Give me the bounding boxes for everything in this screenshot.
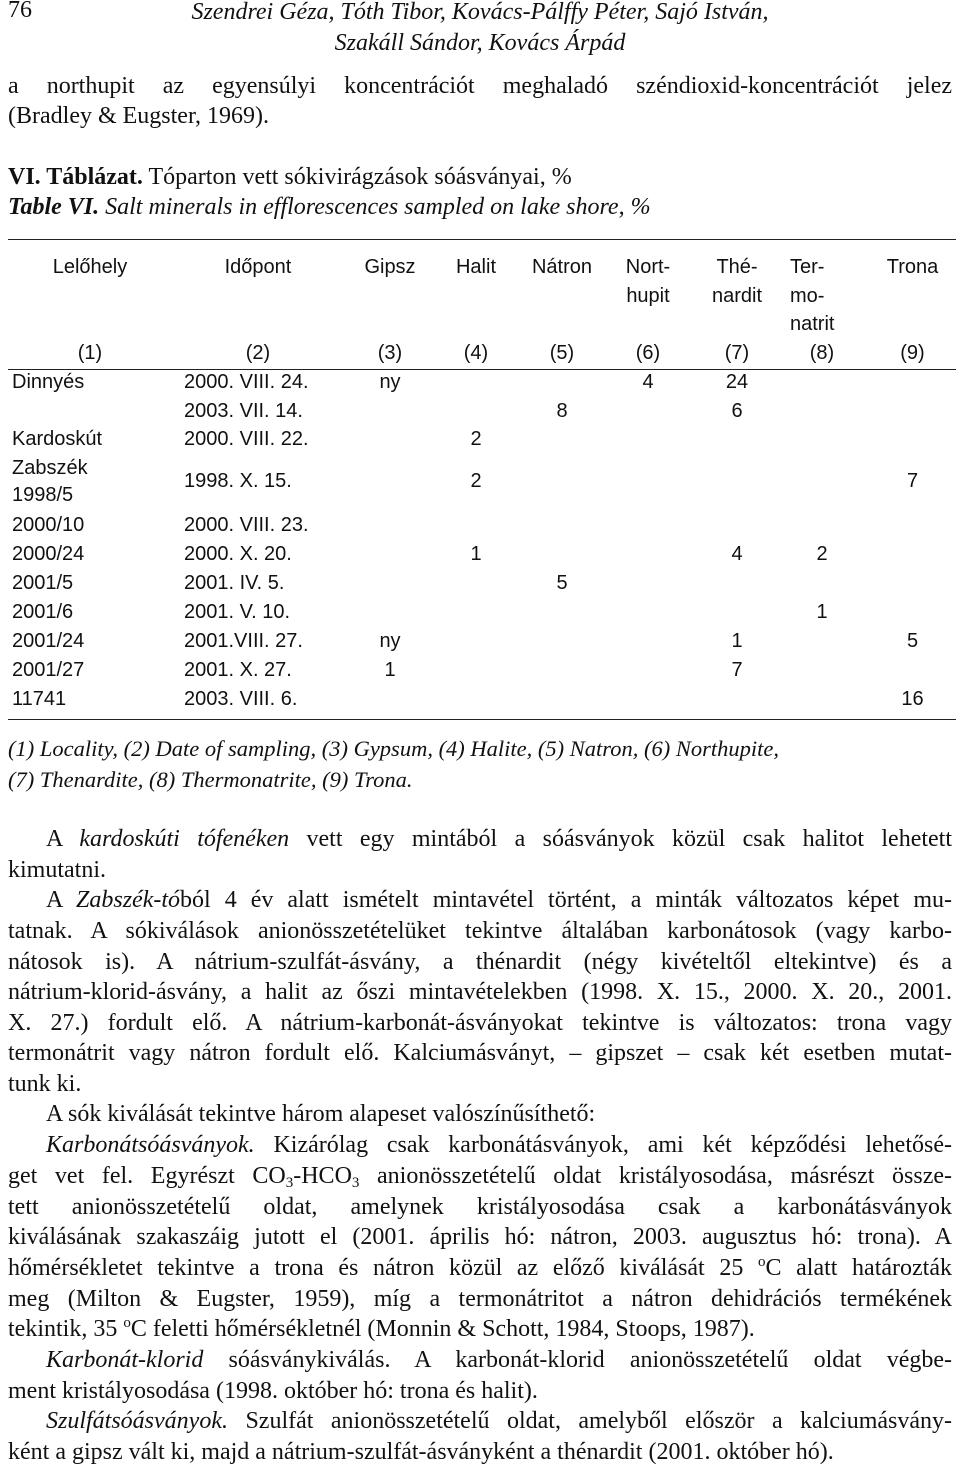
table-cell-date: 2000. VIII. 22. bbox=[184, 428, 309, 450]
colnum-5: (5) bbox=[549, 342, 575, 364]
table-header-rule bbox=[8, 369, 956, 370]
italic-run: Szulfátsóásványok. bbox=[46, 1408, 228, 1434]
header-thenardit-2: nardit bbox=[711, 285, 763, 307]
table-cell-c7: 4 bbox=[731, 543, 743, 565]
text-run: A bbox=[46, 826, 80, 852]
colnum-7: (7) bbox=[724, 342, 750, 364]
table-cell-c4: 2 bbox=[470, 470, 482, 492]
table-top-rule bbox=[8, 239, 956, 240]
colnum-3: (3) bbox=[377, 342, 403, 364]
running-header-authors-line2: Szakáll Sándor, Kovács Árpád bbox=[334, 30, 626, 56]
p4-line-3: tett anionösszetételű oldat, amelynek kristályosodása csak a karbonátásványok bbox=[8, 1194, 952, 1220]
table-footnote-line2: (7) Thenardite, (8) Thermonatrite, (9) Trona. bbox=[8, 767, 413, 792]
table-cell-loc: 2001/6 bbox=[12, 601, 74, 623]
table-cell-date: 2001. X. 27. bbox=[184, 659, 292, 681]
text-run: C alatt határozták bbox=[765, 1255, 952, 1281]
header-halit: Halit bbox=[455, 256, 496, 278]
header-thenardit-1: Thé- bbox=[716, 256, 758, 278]
text-run: A bbox=[46, 887, 77, 913]
text-run: Szulfát anionösszetételű oldat, amelyből először a kalciumásvány- bbox=[227, 1408, 952, 1434]
superscript: o bbox=[123, 1315, 131, 1331]
table-caption-hu-label: VI. Táblázat. bbox=[8, 164, 143, 190]
table-cell-loc: 2001/5 bbox=[12, 572, 74, 594]
superscript: o bbox=[757, 1254, 766, 1270]
table-cell-date: 2000. X. 20. bbox=[184, 543, 292, 565]
italic-run: kardoskúti tófenéken bbox=[79, 826, 290, 852]
text-run: C feletti hőmérsékletnél (Monnin & Schott, 1984, Stoops, 1987). bbox=[130, 1316, 755, 1342]
table-cell-date: 1998. X. 15. bbox=[184, 470, 292, 492]
p3-line-1: A sók kiválását tekintve három alapeset valószínűsíthető: bbox=[46, 1101, 596, 1127]
header-trona: Trona bbox=[886, 256, 939, 278]
running-header-authors-line1: Szendrei Géza, Tóth Tibor, Kovács-Pálffy Péter, Sajó István, bbox=[191, 0, 769, 25]
text-run: Kizárólag csak karbonátásványok, ami két képződési lehetősé- bbox=[254, 1132, 952, 1158]
colnum-2: (2) bbox=[245, 342, 271, 364]
table-cell-c4: 1 bbox=[470, 543, 482, 565]
p2-line-3: nátosok is). A nátrium-szulfát-ásvány, a thénardit (négy kivételtől eltekintve) és a bbox=[8, 949, 952, 975]
subscript: 3 bbox=[285, 1175, 294, 1191]
text-run: -HCO bbox=[293, 1163, 352, 1189]
table-cell-loc: 2001/27 bbox=[12, 659, 85, 681]
header-date: Időpont bbox=[224, 256, 292, 278]
header-termonatrit-3: natrit bbox=[790, 313, 835, 335]
text-run: ból 4 év alatt ismételt mintavétel történt, a minták változatos képet mu- bbox=[180, 887, 952, 913]
table-cell-date: 2001. V. 10. bbox=[184, 601, 291, 623]
table-cell-loc: 2000/10 bbox=[12, 514, 85, 536]
colnum-9: (9) bbox=[900, 342, 925, 364]
p6-line-1 bbox=[8, 1406, 952, 1437]
p4-line-4: kiválásának szakaszáig jutott el (2001. április hó: nátron, 2003. augusztus hó: trona). A bbox=[8, 1224, 952, 1250]
p4-line-7 bbox=[8, 1314, 952, 1345]
table-cell-loc: 2001/24 bbox=[12, 630, 85, 652]
table-cell-loc: 11741 bbox=[12, 688, 67, 710]
table-caption-hu-text: Tóparton vett sókivirágzások sóásványai, % bbox=[142, 164, 572, 190]
p2-line-7: tunk ki. bbox=[8, 1071, 82, 1097]
p4-line-1 bbox=[8, 1130, 952, 1161]
page-number: 76 bbox=[8, 0, 32, 23]
p5-line-2: ment kristályosodása (1998. október hó: trona és halit). bbox=[8, 1378, 538, 1404]
p4-line-5 bbox=[8, 1253, 952, 1284]
table-cell-c9: 16 bbox=[901, 688, 924, 710]
table-cell-c3: ny bbox=[379, 371, 401, 393]
p4-line-6: meg (Milton & Eugster, 1959), míg a termonátritot a nátron dehidrációs termékének bbox=[8, 1286, 952, 1312]
table-cell-c7: 1 bbox=[731, 630, 743, 652]
text-run: tekintik, 35 bbox=[8, 1316, 124, 1342]
table-cell-c5: 5 bbox=[556, 572, 568, 594]
p1-line-2: kimutatni. bbox=[8, 857, 106, 883]
table-caption-en-label: Table VI. bbox=[8, 194, 100, 220]
table-cell-date: 2003. VII. 14. bbox=[184, 400, 303, 422]
table-cell-loc-line2: 1998/5 bbox=[12, 484, 74, 506]
intro-line-1: a northupit az egyensúlyi koncentrációt meghaladó széndioxid-koncentrációt jelez bbox=[8, 73, 952, 99]
intro-line-2: (Bradley & Eugster, 1969). bbox=[8, 103, 269, 129]
colnum-8: (8) bbox=[809, 342, 835, 364]
subscript: 3 bbox=[351, 1175, 360, 1191]
p4-line-2 bbox=[8, 1161, 952, 1195]
header-locality: Lelőhely bbox=[52, 256, 128, 278]
table-cell-c6: 4 bbox=[642, 371, 654, 393]
text-run: get vet fel. Egyrészt CO bbox=[8, 1163, 286, 1189]
table-cell-c8: 2 bbox=[816, 543, 828, 565]
table-cell-c8: 1 bbox=[816, 601, 828, 623]
p1-line-1 bbox=[8, 824, 952, 855]
table-caption-hu bbox=[8, 162, 952, 193]
table-cell-date: 2003. VIII. 6. bbox=[184, 688, 298, 710]
table-cell-date: 2001. IV. 5. bbox=[184, 572, 285, 594]
text-run: vett egy mintából a sóásványok közül csak halitot lehetett bbox=[289, 826, 952, 852]
table-caption-en bbox=[8, 192, 952, 223]
header-northupit-1: Nort- bbox=[625, 256, 671, 278]
p5-line-1 bbox=[8, 1345, 952, 1376]
p2-line-5: X. 27.) fordult elő. A nátrium-karbonát-ásványokat tekintve is változatos: trona vagy bbox=[8, 1010, 952, 1036]
p2-line-4: nátrium-klorid-ásvány, a halit az őszi mintavételekben (1998. X. 15., 2000. X. 20., 2001. bbox=[8, 979, 952, 1005]
colnum-6: (6) bbox=[635, 342, 661, 364]
italic-run: Karbonát-klorid bbox=[46, 1347, 204, 1373]
table-caption-en-text: Salt minerals in efflorescences sampled on lake shore, % bbox=[99, 194, 651, 220]
p2-line-6: termonátrit vagy nátron fordult elő. Kalciumásványt, – gipszet – csak két esetben mutat- bbox=[8, 1040, 952, 1066]
italic-run: Zabszék-tó bbox=[76, 887, 181, 913]
table-cell-c7: 6 bbox=[731, 400, 743, 422]
header-northupit-2: hupit bbox=[626, 285, 670, 307]
table-cell-c4: 2 bbox=[470, 428, 482, 450]
text-run: anionösszetételű oldat kristályosodása, másrészt össze- bbox=[359, 1163, 952, 1189]
table-cell-date: 2001.VIII. 27. bbox=[184, 630, 303, 652]
colnum-4: (4) bbox=[463, 342, 489, 364]
table-cell-c3: ny bbox=[379, 630, 401, 652]
table-cell-date: 2000. VIII. 24. bbox=[184, 371, 309, 393]
table-bottom-rule bbox=[8, 719, 956, 720]
table-footnote-line1: (1) Locality, (2) Date of sampling, (3) Gypsum, (4) Halite, (5) Natron, (6) Northupite, bbox=[8, 736, 779, 761]
text-run: hőmérsékletet tekintve a trona és nátron közül az előző kiválását 25 bbox=[8, 1255, 758, 1281]
header-natron: Nátron bbox=[531, 256, 593, 278]
table-cell-c7: 7 bbox=[731, 659, 743, 681]
table-cell-c9: 5 bbox=[906, 630, 919, 652]
table-cell-c3: 1 bbox=[384, 659, 396, 681]
table-cell-c5: 8 bbox=[556, 400, 568, 422]
table-cell-c9: 7 bbox=[906, 470, 919, 492]
table-cell-date: 2000. VIII. 23. bbox=[184, 514, 309, 536]
header-termonatrit-1: Ter- bbox=[790, 256, 825, 278]
text-run: sóásványkiválás. A karbonát-klorid anionösszetételű oldat végbe- bbox=[203, 1347, 952, 1373]
colnum-1: (1) bbox=[77, 342, 103, 364]
p2-line-2: tatnak. A sókiválások anionösszetételüket tekintve általában karbonátosok (vagy karbo- bbox=[8, 918, 952, 944]
header-gipsz: Gipsz bbox=[364, 256, 416, 278]
table-cell-loc: Dinnyés bbox=[12, 371, 85, 393]
table-cell-c7: 24 bbox=[725, 371, 749, 393]
table-cell-loc: 2000/24 bbox=[12, 543, 85, 565]
italic-run: Karbonátsóásványok. bbox=[46, 1132, 255, 1158]
table-cell-loc: Kardoskút bbox=[12, 428, 103, 450]
table-cell-loc: Zabszék bbox=[12, 457, 88, 479]
p2-line-1 bbox=[8, 885, 952, 916]
p6-line-2: ként a gipsz vált ki, majd a nátrium-szulfát-ásványként a thénardit (2001. október hó). bbox=[8, 1439, 834, 1465]
header-termonatrit-2: mo- bbox=[790, 285, 825, 307]
